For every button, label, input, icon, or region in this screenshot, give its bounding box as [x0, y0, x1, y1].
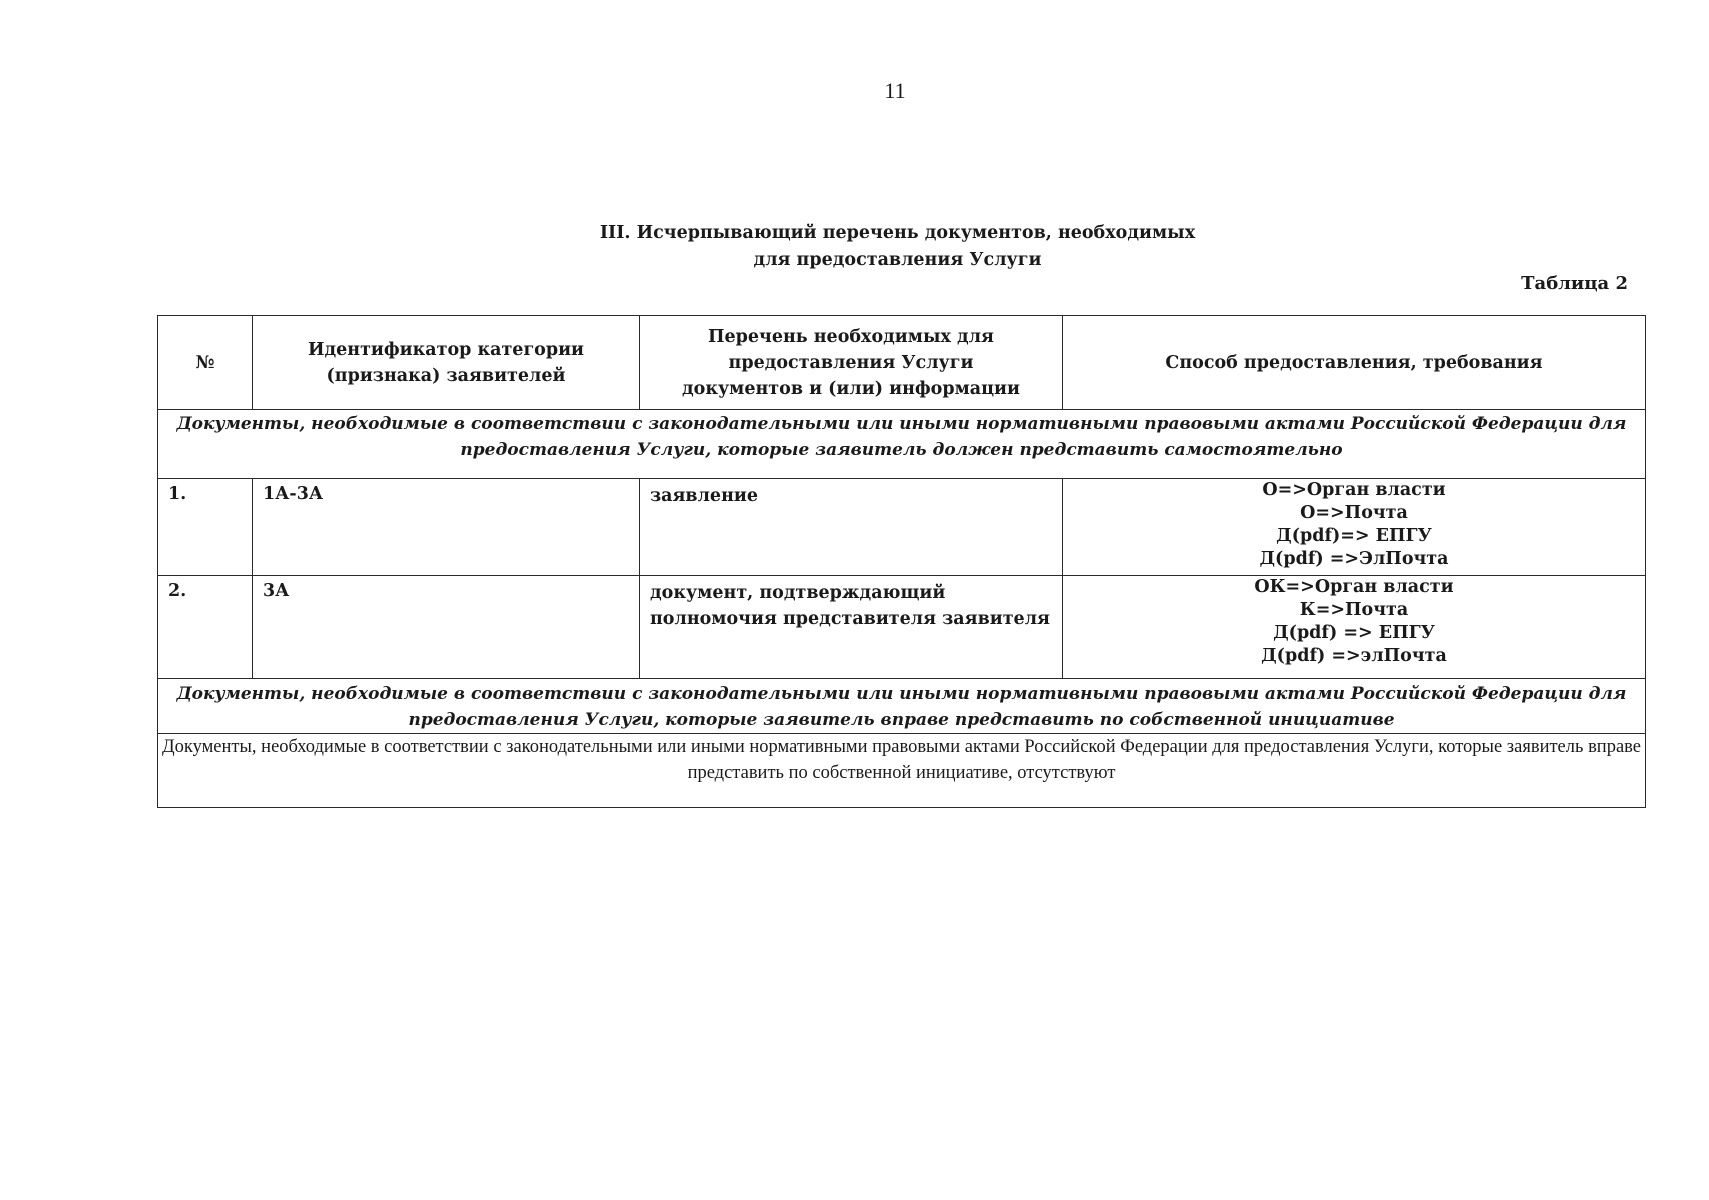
section-title-line-1: III. Исчерпывающий перечень документов, необходимых: [599, 223, 1196, 243]
header-identifier: Идентификатор категории (признака) заявителей: [253, 316, 640, 410]
table-row: [158, 576, 1646, 679]
section-title-line-2: для предоставления Услуги: [753, 250, 1042, 270]
row-document: документ, подтверждающий полномочия представителя заявителя: [640, 576, 1063, 679]
page-number: 11: [884, 78, 906, 103]
section-heading-optional: Документы, необходимые в соответствии с законодательными или иными нормативными правовыми актами Российской Федерации для предоставления Услуги, которые заявитель вправе представить по собственной инициативе: [158, 679, 1646, 734]
method-line: К=>Почта: [1299, 600, 1409, 620]
method-line: Д(pdf) =>элПочта: [1261, 646, 1447, 666]
section-heading-row: [158, 679, 1646, 734]
optional-documents-note: Документы, необходимые в соответствии с законодательными или иными нормативными правовыми актами Российской Федерации для предоставления Услуги, которые заявитель вправе представить по собственной инициативе, отсутствуют: [158, 734, 1646, 808]
method-line: ОК=>Орган власти: [1254, 577, 1454, 597]
method-line: О=>Почта: [1300, 503, 1408, 523]
header-num: №: [158, 316, 253, 410]
row-methods: [1063, 576, 1646, 679]
section-title: [0, 220, 1709, 274]
section-heading-row: [158, 410, 1646, 479]
section-heading-mandatory: Документы, необходимые в соответствии с законодательными или иными нормативными правовыми актами Российской Федерации для предоставления Услуги, которые заявитель должен представить самостоятельно: [158, 410, 1646, 479]
method-line: Д(pdf) =>ЭлПочта: [1259, 549, 1449, 569]
header-method: Способ предоставления, требования: [1063, 316, 1646, 410]
row-number: 2.: [158, 576, 253, 679]
documents-table: [157, 315, 1646, 808]
row-number: 1.: [158, 479, 253, 576]
row-methods: [1063, 479, 1646, 576]
table-row: [158, 479, 1646, 576]
method-line: Д(pdf)=> ЕПГУ: [1276, 526, 1432, 546]
method-line: Д(pdf) => ЕПГУ: [1273, 623, 1435, 643]
table-row: [158, 734, 1646, 808]
header-documents: Перечень необходимых для предоставления Услуги документов и (или) информации: [640, 316, 1063, 410]
table-label: Таблица 2: [1521, 273, 1628, 294]
row-identifier: 3А: [253, 576, 640, 679]
row-document: заявление: [640, 479, 1063, 576]
row-identifier: 1А-3А: [253, 479, 640, 576]
method-line: О=>Орган власти: [1262, 480, 1446, 500]
table-header-row: [158, 316, 1646, 410]
